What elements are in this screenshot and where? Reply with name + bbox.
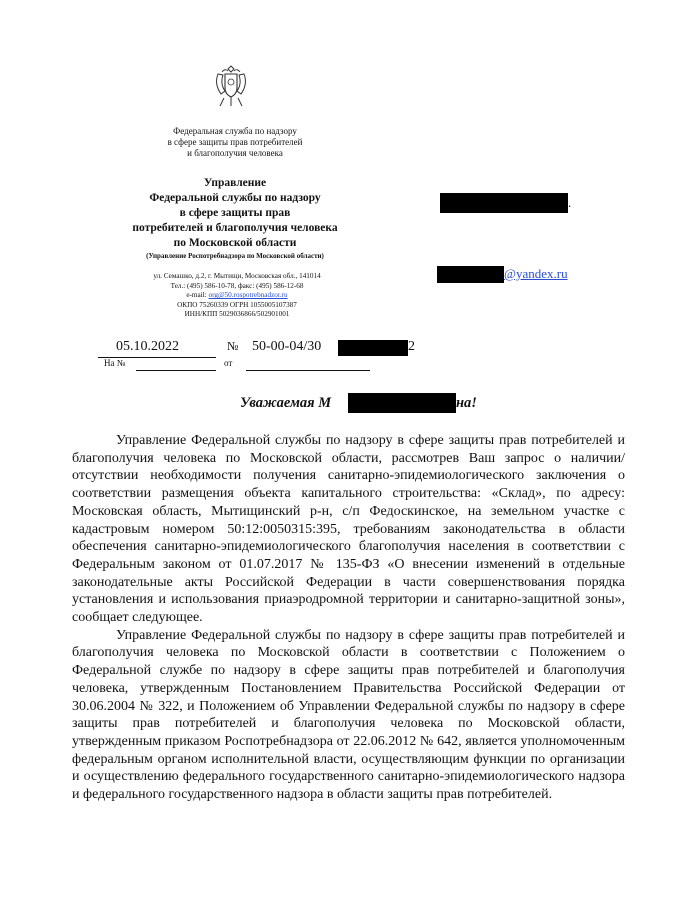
letter-body <box>72 432 625 804</box>
recipient-email-redaction <box>437 266 504 283</box>
sender-address-block <box>112 272 362 320</box>
recipient-email[interactable]: @yandex.ru <box>504 266 568 281</box>
salutation-name-redaction <box>348 393 456 413</box>
recipient-line-suffix: . <box>568 195 572 210</box>
sender-inn: ИНН/КПП 5029036866/502901001 <box>184 310 290 319</box>
registration-date: 05.10.2022 <box>116 339 179 354</box>
department-line: Федеральной службы по надзору <box>149 192 321 204</box>
agency-line: в сфере защиты прав потребителей <box>167 137 303 147</box>
department-line: потребителей и благополучия человека <box>132 222 338 234</box>
number-sign: № <box>227 339 239 353</box>
department-short-name: (Управление Роспотребнадзора по Московской области) <box>146 252 324 260</box>
department-line: в сфере защиты прав <box>179 207 291 219</box>
registration-date-field <box>98 340 216 358</box>
registration-number <box>252 339 321 355</box>
sender-email-link[interactable]: org@50.rospotrebnadzor.ru <box>208 291 288 300</box>
sender-address: ул. Семашко, д.2, г. Мытищи, Московская обл., 141014 <box>153 272 321 280</box>
reference-date-field <box>246 358 370 371</box>
department-header <box>120 176 350 262</box>
sender-email-line <box>112 291 362 301</box>
registration-number-tail: 2 <box>408 339 415 354</box>
email-label: e-mail: <box>186 291 207 300</box>
coat-of-arms-emblem <box>210 62 252 110</box>
salutation-prefix: Уважаемая М <box>240 395 332 411</box>
agency-line: и благополучия человека <box>187 148 283 158</box>
sender-phones: Тел.: (495) 586-10-78, факс: (495) 586-12-68 <box>170 281 304 290</box>
registration-number-redaction <box>338 340 408 356</box>
reference-number-label: На № <box>104 358 126 368</box>
department-line: по Московской области <box>173 237 297 249</box>
registration-number-prefix: 50-00-04/30 <box>252 339 322 354</box>
agency-name <box>120 126 350 159</box>
department-line: Управление <box>203 177 267 189</box>
reference-date-label: от <box>224 358 233 368</box>
reference-number-field <box>136 358 216 371</box>
recipient-name-redaction <box>440 193 568 213</box>
body-paragraph: Управление Федеральной службы по надзору в сфере защиты прав потребителей и благополучия человека по Московской области, рассмотрев Ваш запрос о наличии/отсутствии необходимости получения санитарно-эпидемиологического заключения о соответствии размещения объекта капитального строительства: «Склад», по адресу: Московская область, Мытищинский р-н, с/п Федоскинское, на земельном участке с кадастровым номером 50:12:0050315:395, требованиям законодательства в области обеспечения санитарно-эпидемиологического благополучия населения в соответствии с Федеральным законом от 01.07.2017 № 135-ФЗ «О внесении изменений в отдельные законодательные акты Российской Федерации в части совершенствования порядка установления и использования приаэродромной территории и санитарно-защитной зоны», сообщает следующее. <box>72 433 625 626</box>
salutation-suffix: на! <box>456 395 477 411</box>
sender-codes: ОКПО 75260339 ОГРН 1055005107387 <box>177 300 297 309</box>
body-paragraph: Управление Федеральной службы по надзору в сфере защиты прав потребителей и благополучия человека по Московской области в соответствии с Положением о Федеральной службе по надзору в сфере защиты прав потребителей и благополучия человека, утвержденным Постановлением Правительства Российской Федерации от 30.06.2004 № 322, и Положением об Управлении Федеральной службы по надзору в сфере защиты прав потребителей и благополучия человека по Московской области, утвержденным приказом Роспотребнадзора от 22.06.2012 № 642, является уполномоченным федеральным органом исполнительной власти, осуществляющим функции по организации и осуществлению федерального государственного санитарно-эпидемиологического надзора и федерального государственного надзора в области защиты прав потребителей. <box>72 627 625 803</box>
agency-line: Федеральная служба по надзору <box>173 126 297 136</box>
